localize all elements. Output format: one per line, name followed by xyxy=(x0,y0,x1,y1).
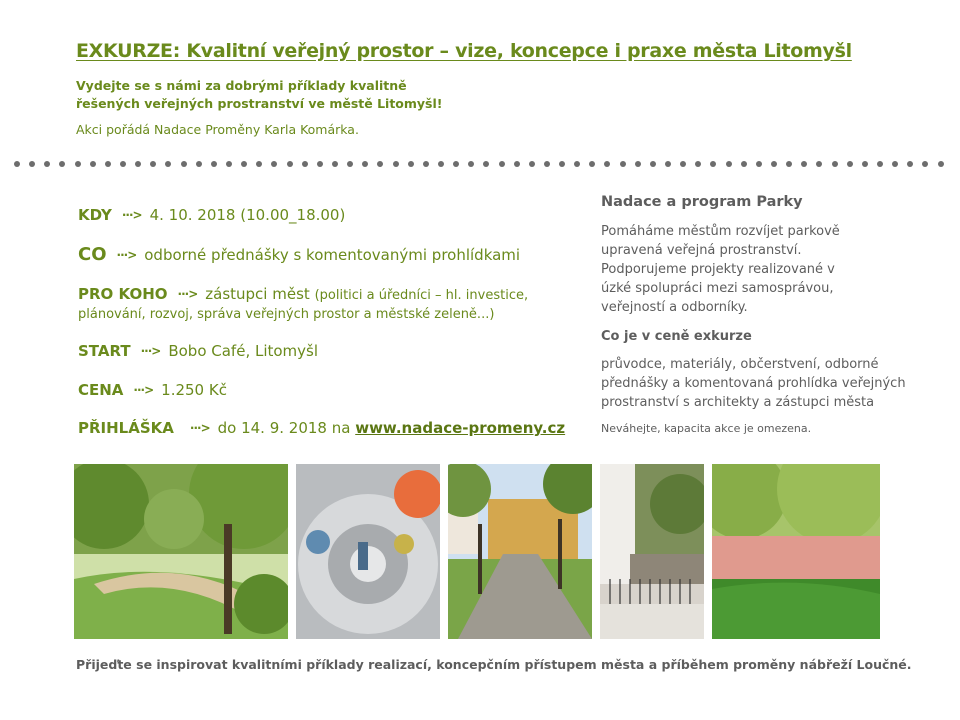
divider-dot xyxy=(302,161,308,167)
divider-dot xyxy=(165,161,171,167)
row-co xyxy=(78,244,520,265)
label-prihlaska: PŘIHLÁŠKA xyxy=(78,419,174,437)
divider-dot xyxy=(287,161,293,167)
lead-text xyxy=(76,77,496,113)
divider-dot xyxy=(938,161,944,167)
dotted-arrow-icon: ···> xyxy=(133,383,154,397)
value-co: odborné přednášky s komentovanými prohlídkami xyxy=(144,246,521,264)
divider-dot xyxy=(211,161,217,167)
value-prihlaska: do 14. 9. 2018 na xyxy=(217,419,351,437)
divider-dot xyxy=(256,161,262,167)
value-cena: 1.250 Kč xyxy=(161,381,227,399)
divider-dot xyxy=(483,161,489,167)
sidebar-line: úzké spolupráci mezi samosprávou, xyxy=(601,281,834,296)
divider-dot xyxy=(317,161,323,167)
divider-dot xyxy=(847,161,853,167)
divider-dot xyxy=(604,161,610,167)
divider-dot xyxy=(892,161,898,167)
divider-dot xyxy=(574,161,580,167)
divider-dot xyxy=(680,161,686,167)
row-cena xyxy=(78,381,227,399)
divider-dot xyxy=(650,161,656,167)
sidebar-line: veřejností a odborníky. xyxy=(601,300,748,315)
sidebar-line: Podporujeme projekty realizované v xyxy=(601,262,835,277)
divider-dot xyxy=(499,161,505,167)
divider-dot xyxy=(377,161,383,167)
divider-dot xyxy=(438,161,444,167)
value-kdy: 4. 10. 2018 (10.00_18.00) xyxy=(149,206,346,224)
divider-dot xyxy=(816,161,822,167)
divider-dot xyxy=(150,161,156,167)
divider-dot xyxy=(726,161,732,167)
divider-dot xyxy=(559,161,565,167)
divider-dot xyxy=(468,161,474,167)
sidebar-line: upravená veřejná prostranství. xyxy=(601,243,802,258)
capacity-note: Neváhejte, kapacita akce je omezena. xyxy=(601,422,812,435)
divider-dot xyxy=(801,161,807,167)
divider-dot xyxy=(786,161,792,167)
divider-dot xyxy=(907,161,913,167)
lead-line-2: řešených veřejných prostranství ve městě Litomyšl! xyxy=(76,96,443,111)
divider-dot xyxy=(241,161,247,167)
row-start xyxy=(78,342,318,360)
price-text xyxy=(601,355,906,412)
divider-dot xyxy=(362,161,368,167)
divider-dot xyxy=(29,161,35,167)
label-cena: CENA xyxy=(78,381,124,399)
photo-path xyxy=(448,464,592,639)
divider-dot xyxy=(14,161,20,167)
divider-dot xyxy=(196,161,202,167)
divider-dot xyxy=(710,161,716,167)
divider-dot xyxy=(347,161,353,167)
price-heading: Co je v ceně exkurze xyxy=(601,329,752,344)
footer-text: Přijeďte se inspirovat kvalitními příklady realizací, koncepčním přístupem města a příběhem proměny nábřeží Loučné. xyxy=(76,657,912,672)
divider-dot xyxy=(181,161,187,167)
dotted-arrow-icon: ···> xyxy=(189,421,210,435)
sidebar-heading: Nadace a program Parky xyxy=(601,194,803,210)
row-prihlaska xyxy=(78,419,565,437)
divider-dot xyxy=(453,161,459,167)
divider-dot xyxy=(226,161,232,167)
divider-dot xyxy=(922,161,928,167)
sidebar-line: Pomáháme městům rozvíjet parkově xyxy=(601,224,840,239)
divider-dot xyxy=(408,161,414,167)
divider-dot xyxy=(332,161,338,167)
label-co: CO xyxy=(78,244,107,265)
divider-dot xyxy=(756,161,762,167)
value-pro-koho: zástupci měst xyxy=(205,285,310,303)
note-pro-koho-2: plánování, rozvoj, správa veřejných prostor a městské zeleně...) xyxy=(78,307,495,322)
divider-dot xyxy=(120,161,126,167)
divider-dot xyxy=(635,161,641,167)
divider-dot xyxy=(544,161,550,167)
divider-dot xyxy=(271,161,277,167)
organizer-text: Akci pořádá Nadace Proměny Karla Komárka. xyxy=(76,122,359,137)
photo-park xyxy=(74,464,288,639)
divider-dot xyxy=(741,161,747,167)
dotted-divider xyxy=(14,158,944,170)
divider-dot xyxy=(695,161,701,167)
divider-dot xyxy=(832,161,838,167)
divider-dot xyxy=(423,161,429,167)
dotted-arrow-icon: ···> xyxy=(121,208,142,222)
price-line: průvodce, materiály, občerstvení, odborné xyxy=(601,357,879,372)
divider-dot xyxy=(59,161,65,167)
divider-dot xyxy=(514,161,520,167)
divider-dot xyxy=(135,161,141,167)
dotted-arrow-icon: ···> xyxy=(140,344,161,358)
label-kdy: KDY xyxy=(78,206,112,224)
divider-dot xyxy=(877,161,883,167)
registration-link[interactable]: www.nadace-promeny.cz xyxy=(355,419,566,437)
page-title: EXKURZE: Kvalitní veřejný prostor – vize, koncepce i praxe města Litomyšl xyxy=(76,40,852,62)
divider-dot xyxy=(589,161,595,167)
lead-line-1: Vydejte se s námi za dobrými příklady kvalitně xyxy=(76,78,407,93)
row-kdy xyxy=(78,206,345,224)
divider-dot xyxy=(90,161,96,167)
photo-wall xyxy=(712,464,880,639)
divider-dot xyxy=(105,161,111,167)
row-pro-koho xyxy=(78,285,528,303)
price-line: prostranství s architekty a zástupci města xyxy=(601,395,875,410)
label-start: START xyxy=(78,342,131,360)
dotted-arrow-icon: ···> xyxy=(116,248,137,262)
divider-dot xyxy=(620,161,626,167)
note-pro-koho-1: (politici a úředníci – hl. investice, xyxy=(314,288,529,303)
dotted-arrow-icon: ···> xyxy=(177,287,198,301)
divider-dot xyxy=(665,161,671,167)
divider-dot xyxy=(862,161,868,167)
sidebar-text xyxy=(601,222,840,317)
divider-dot xyxy=(529,161,535,167)
photo-slide xyxy=(296,464,440,639)
divider-dot xyxy=(393,161,399,167)
photo-building xyxy=(600,464,704,639)
label-pro-koho: PRO KOHO xyxy=(78,285,168,303)
price-line: přednášky a komentovaná prohlídka veřejných xyxy=(601,376,906,391)
value-start: Bobo Café, Litomyšl xyxy=(168,342,319,360)
divider-dot xyxy=(771,161,777,167)
divider-dot xyxy=(44,161,50,167)
divider-dot xyxy=(75,161,81,167)
